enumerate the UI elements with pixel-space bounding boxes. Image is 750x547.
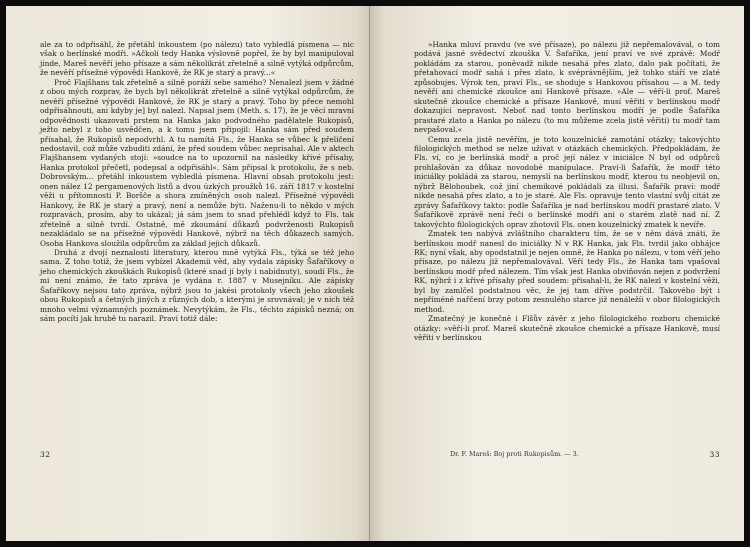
right-page	[370, 6, 744, 541]
left-paragraph-1: ale za to odpřisáhl, že přetáhl inkoustem (po nálezu) tato vybledlá písmena — nic však o berlínské modři. »Ačkoli tedy Hanka výslovně popřel, že by byl manipuloval jinde, Mareš nevěří jeho přísaze a sám několikrát zřetelně a silně vytýká odpůrcům, že nevěří přísežné výpovědi Hankově, že RK je starý a pravý...«	[40, 40, 354, 78]
left-page-number: 32	[40, 449, 51, 459]
right-paragraph-1: »Hanka mluví pravdu (ve své přísaze), po nálezu již nepřemalovával, o tom podává jasné svědectví zkouška V. Šafaříka, jení praví ve své zprávě: Modř pokládám za starou, poněvadž nikde nesahá přes zlato, dalo pak počítati, že přetahovací modř sahá i přes zlato, k svéprávnějším, jež tohko stáří ve zlaté způsobujes. Výrok ten, praví Fls., se shoduje s Hankovou přísahou — a M. tedy nevěří ani chemické zkoušce ani Hankově přísaze. »Ale — věří-li prof. Mareš skutečně zkoušce chemické a přísaze Hankově, musí věřiti v berlínskou modř dokazující nepravost. Neboť nad tonto berlínskou modří je podle Šafaříka prastaré zlato a Hanka po nálezu (to mu můžeme zcela jistě věřiti) tu modř tam nevpašoval.«	[414, 40, 720, 135]
right-paragraph-4: Zmatečný je konečně i Flšův závěr z jeho filologického rozboru chemické otázky: »věří-li prof. Mareš skutečně zkoušce chemické a přísaze Hankově, musí věřiti v berlínskou	[414, 314, 720, 343]
left-page	[6, 6, 370, 541]
book-spread	[6, 6, 744, 541]
right-page-number: 33	[709, 449, 720, 459]
left-paragraph-3: Druhá z dvojí neznalosti literatury, kterou mně vytýká Fls., týká se též jeho sama. Z toho totiž, že jsem vybízel Akademii věd, aby vydala zápisky Šafaříkovy o jeho chemických zkouškách Rukopisů (které snad jí byly i nabídnuty), soudí Fls., že mi není známo, že tato zpráva je vydána r. 1887 v Musejníku. Ale zápisky Šafaříkovy nejsou tato zpráva, nýbrž jsou to jakési protokoly všech jeho zkoušek obou Rukopisů a četných jiných z různých dob, s kterými je srovnával; je v nich též mnoho velmi významných poznámek. Nevytýkám, že Fls., těchto zápisků nezná; on sám pocítí jak hrubě tu narazil. Praví totiž dále:	[40, 247, 354, 324]
right-paragraph-2: Cemu zcela jistě nevěřím, je toto kouzelnické zamotání otázky; takovýchto filologických method se nelze užívat v otázkách chemických. Předpokládám, že Fls. ví, co je berlínská modř a proč její nález v iniciálce N byl od odpůrců prohlašován za důkaz novodobé manipulace. Praví-li Šafařík, že modř této iniciálky pokládá za starou, nemyslí na berlínskou modř, kterou tu neobjevil on, nýbrž Bělohoubek, což jiní chemikové pokládali za illusi. Šafařík praví: modř nikde nesahá přes zlato, a to je staré. Ale Fls. opravuje tento vlastní svůj citát ze zprávy Šafaříkovy takto: podle Šafaříka je nad berlínskou modří prastaré zlato. V Šafaříkově zprávě není řeči o berlínské modři ani o starém zlatě nad ní. Z takovýchto filologických oprav zhotovil Fls. onen kouzelnický zmatek k nevíře.	[414, 134, 720, 229]
right-paragraph-3: Zmatek ten nabývá zvláštního charakteru tím, že se v něm dává znáti, že berlínskou modř nanesl do iniciálky N v RK Hanka, jak Fls. tvrdil jako obhájce RK; nyní však, aby opodstatnil je nejen omně, že Hanka po nálezu, v tom věří jeho přísaze, po nálezu již nepřemalovával. Věří tedy Fls., že Hanka tam vpašoval berlínskou modř před nálezem. Tím však jest Hanka obviňován nejen z podvržení RK, nýbrž i z křivé přísahy před soudem: přisahal-li, že RK nalezl v kostelní věži, byl by zamlčel podstatnou věc, že jej tam dříve podstrčil. Takového být i nepříméné nařčení brzy potom zesnulého starce již nenáležíi v obor filologických method.	[414, 229, 720, 314]
running-footer: Dr. F. Mareš: Boj proti Rukopisům. — 3.	[450, 449, 579, 458]
left-paragraph-2: Proč Flajšhans tak zřetelně a silně poráží sebe samého? Nenalezl jsem v žádné z obou mých rozprav, že bych byl několikrát zřetelně a silně vytýkal odpůrcům, že nevěří přísežné výpovědi Hankově, že RK je starý a pravý. Toho by přece nemohl odpřisáhnouti, ani kdyby je] byl nalezl. Napsal jsem (Meth. s. 17), že je věcí mravní odpovědnosti ukazovati prstem na Hanka jako podvodného padělatele Rukopisů, ježto nebyl z toho usvědčen, a k tomu jsem připojil: Hanka sám před soudem přísahal, že Rukopisů nepodvrhl. A tu namítá Fls., že Hanka se vůbec k přeličení nedostavil, což může vzbuditi zdání, že před soudem vůbec neprisahal. Ale v aktech Flajšhansem vydaných stojí: »soudce na to upozornil na následky křivé přísahy, Hanka protokol přečetl, podepsal a odpřisáhl«. Sám připsal k protokolu, že s neb. Dobrovským... přetáhl inkoustem vybledlá písmena. Hlavní obsah protokolu jest: onen nález 12 pergamenových listů a dvou úzkých proužků 16. září 1817 v kostelní věži u přítomnosti P. Boršče a shora zmíněných osob nalezl. Přísežné výpovědi Hankovy, že RK je starý a pravý, není a nemůže býti. Naženu-li to někdo v mých rozpravách, prosím, aby to ukázal; já sám jsem to snad přehlédl když to Fls. tak zřetelně a silně tvrdí. Ostatně, mě zkoumání důkazů podvrženosti Rukopisů nezakládalo se na přísežné výpovědi Hankově, nýbrž na těch důkazech samých. Osoba Hankova sloužila odpůrcům za základ jejich důkazů.	[40, 77, 354, 248]
